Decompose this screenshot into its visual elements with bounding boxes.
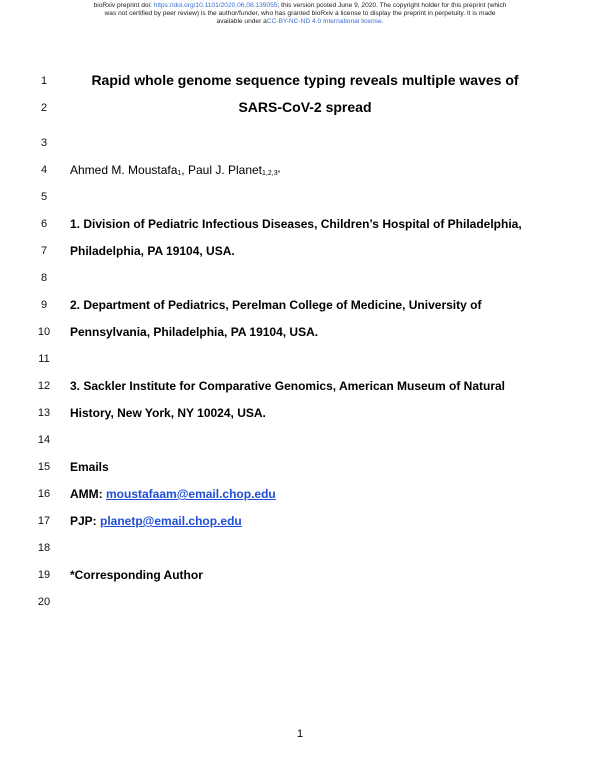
header-text: ; this version posted June 9, 2020. The copyright holder for this preprint (which <box>277 2 507 9</box>
author-separator: , <box>181 163 188 177</box>
manuscript-line <box>0 72 600 92</box>
line-number: 9 <box>40 299 48 311</box>
line-number: 10 <box>37 326 51 338</box>
pjp-email-link[interactable]: planetp@email.chop.edu <box>100 514 242 528</box>
title-line-1: Rapid whole genome sequence typing reveals multiple waves of <box>91 72 519 88</box>
amm-email-line <box>70 487 276 501</box>
line-number: 4 <box>40 164 48 176</box>
corresponding-author-note: *Corresponding Author <box>70 568 203 582</box>
line-number: 13 <box>37 407 51 419</box>
line-number: 19 <box>37 569 51 581</box>
manuscript-line <box>0 458 600 478</box>
page-number: 1 <box>296 728 304 740</box>
line-number: 8 <box>40 272 48 284</box>
line-number: 15 <box>37 461 51 473</box>
author-name: Ahmed M. Moustafa <box>70 163 178 177</box>
emails-heading: Emails <box>70 460 109 474</box>
affiliation-2-line-2: Pennsylvania, Philadelphia, PA 19104, USA. <box>70 325 319 339</box>
manuscript-line <box>0 242 600 262</box>
affiliation-3-line-2: History, New York, NY 10024, USA. <box>70 406 266 420</box>
affiliation-3-line-1: 3. Sackler Institute for Comparative Genomics, American Museum of Natural <box>70 379 506 393</box>
line-number: 16 <box>37 488 51 500</box>
manuscript-line <box>0 404 600 424</box>
affiliation-1-line-1: 1. Division of Pediatric Infectious Diseases, Children’s Hospital of Philadelphia, <box>70 217 522 231</box>
email-label: PJP: <box>70 514 101 528</box>
manuscript-line <box>0 215 600 235</box>
manuscript-line <box>0 350 600 370</box>
email-label: AMM: <box>70 487 106 501</box>
manuscript-line <box>0 539 600 559</box>
line-number: 3 <box>40 137 48 149</box>
line-number: 20 <box>37 596 51 608</box>
manuscript-line <box>0 269 600 289</box>
amm-email-link[interactable]: moustafaam@email.chop.edu <box>106 487 276 501</box>
manuscript-line <box>0 512 600 532</box>
line-number: 17 <box>37 515 51 527</box>
header-text: available under a <box>216 18 267 25</box>
affiliation-marker: 1,2,3* <box>262 170 281 177</box>
affiliation-1-line-2: Philadelphia, PA 19104, USA. <box>70 244 235 258</box>
line-number: 11 <box>38 353 50 365</box>
manuscript-line <box>0 593 600 613</box>
manuscript-line <box>0 566 600 586</box>
affiliation-marker: 1 <box>177 170 182 177</box>
manuscript-line <box>0 323 600 343</box>
manuscript-line <box>0 485 600 505</box>
manuscript-line <box>0 134 600 154</box>
line-number: 6 <box>40 218 48 230</box>
line-number: 5 <box>40 191 48 203</box>
header-line-2: was not certified by peer review) is the author/funder, who has granted bioRxiv a license to display the preprint in perpetuity. It is made <box>104 10 496 17</box>
doi-link[interactable]: https://doi.org/10.1101/2020.06.08.139055 <box>153 2 278 9</box>
line-number: 18 <box>37 542 51 554</box>
license-link[interactable]: CC-BY-NC-ND 4.0 International license <box>266 18 382 25</box>
line-number: 2 <box>40 102 48 114</box>
line-number: 7 <box>40 245 48 257</box>
line-number: 1 <box>40 75 48 87</box>
manuscript-line <box>0 377 600 397</box>
author-list <box>70 163 280 177</box>
affiliation-2-line-1: 2. Department of Pediatrics, Perelman College of Medicine, University of <box>70 298 482 312</box>
manuscript-line <box>0 188 600 208</box>
header-text: bioRxiv preprint doi: <box>93 2 154 9</box>
pjp-email-line <box>70 514 242 528</box>
manuscript-line <box>0 99 600 119</box>
manuscript-line <box>0 431 600 451</box>
title-line-2: SARS-CoV-2 spread <box>238 99 372 115</box>
preprint-header <box>0 2 600 26</box>
line-number: 14 <box>37 434 51 446</box>
manuscript-line <box>0 296 600 316</box>
manuscript-line <box>0 161 600 181</box>
author-name: Paul J. Planet <box>187 163 263 177</box>
header-text: . <box>381 18 384 25</box>
line-number: 12 <box>37 380 51 392</box>
